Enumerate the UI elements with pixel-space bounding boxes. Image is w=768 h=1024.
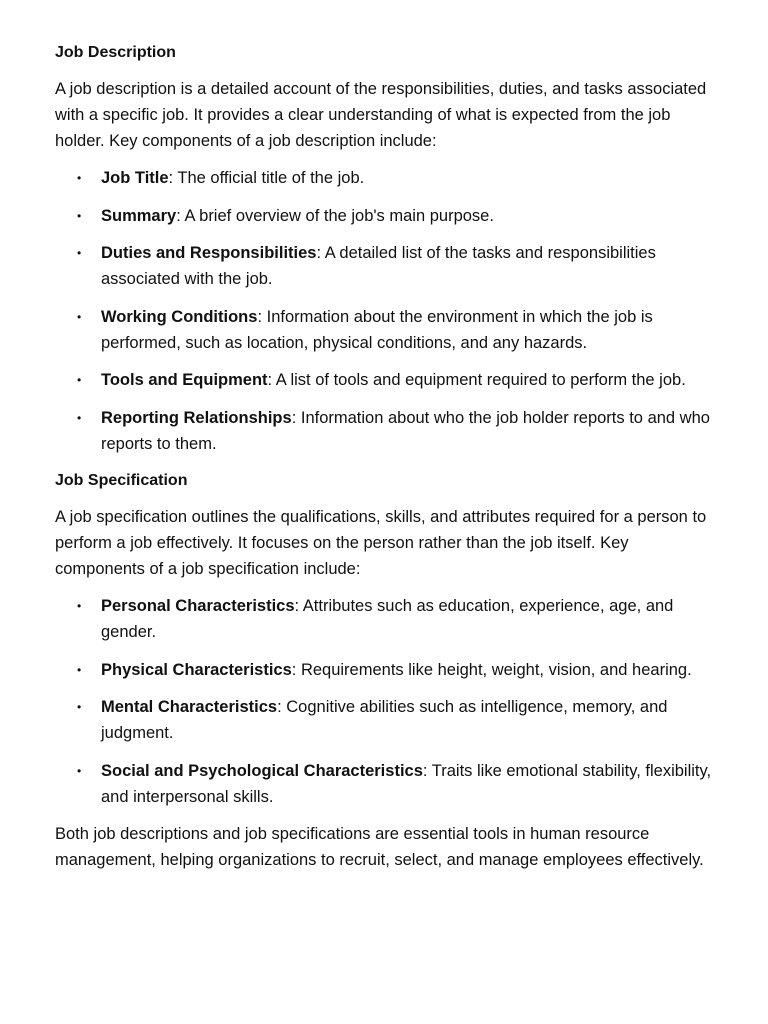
bullet-icon: • [77,246,82,260]
item-description: : Requirements like height, weight, vision, and hearing. [291,660,692,679]
item-term: Job Title [101,169,169,187]
item-term: Personal Characteristics [101,597,295,615]
section-intro-job-description: A job description is a detailed account of the responsibilities, duties, and tasks associated with a specific job. It provides a clear understanding of what is expected from the job holder. Key components of a job description include: [55,80,707,150]
bullet-icon: • [77,373,82,387]
list-item [55,304,720,356]
list-item [55,405,720,457]
item-term: Reporting Relationships [101,408,292,427]
item-term: Working Conditions [101,307,258,326]
item-term: Physical Characteristics [101,660,292,679]
item-description: : A list of tools and equipment required to perform the job. [267,371,686,389]
bullet-icon: • [77,662,82,677]
item-description: : Information about the environment in which the job is performed, such as location, physical conditions, and any hazards. [101,307,653,352]
bullet-icon: • [77,599,82,613]
list-item [55,240,720,292]
item-description: : A brief overview of the job's main purpose. [176,206,494,225]
section-intro-job-specification: A job specification outlines the qualifications, skills, and attributes required for a person to perform a job effectively. It focuses on the person rather than the job itself. Key components of a job specification include: [55,508,707,578]
item-description: : Attributes such as education, experience, age, and gender. [101,597,674,641]
bullet-icon: • [77,700,82,714]
list-item [55,203,720,229]
bullet-icon: • [77,410,82,425]
item-description: : Traits like emotional stability, flexibility, and interpersonal skills. [101,761,712,806]
bullet-icon: • [77,309,82,324]
bullet-icon: • [77,208,82,223]
item-term: Summary [101,206,177,225]
section-heading-job-description: Job Description [55,44,176,61]
job-description-list [55,165,720,457]
item-term: Tools and Equipment [101,371,268,389]
list-item [55,367,720,393]
list-item [55,694,720,746]
list-item [55,758,720,810]
list-item [55,593,720,645]
bullet-icon: • [77,171,82,185]
item-term: Mental Characteristics [101,698,278,716]
item-description: : Cognitive abilities such as intelligence, memory, and judgment. [101,698,668,742]
item-term: Social and Psychological Characteristics [101,761,423,780]
conclusion-paragraph: Both job descriptions and job specifications are essential tools in human resource management, helping organizations to recruit, select, and manage employees effectively. [55,825,704,869]
bullet-icon: • [77,763,82,778]
list-item [55,657,720,683]
item-description: : Information about who the job holder reports to and who reports to them. [101,408,710,453]
section-heading-job-specification: Job Specification [55,472,188,489]
list-item [55,165,720,191]
item-term: Duties and Responsibilities [101,244,317,262]
job-specification-list [55,593,720,810]
item-description: : A detailed list of the tasks and responsibilities associated with the job. [101,244,656,288]
item-description: : The official title of the job. [168,169,365,187]
